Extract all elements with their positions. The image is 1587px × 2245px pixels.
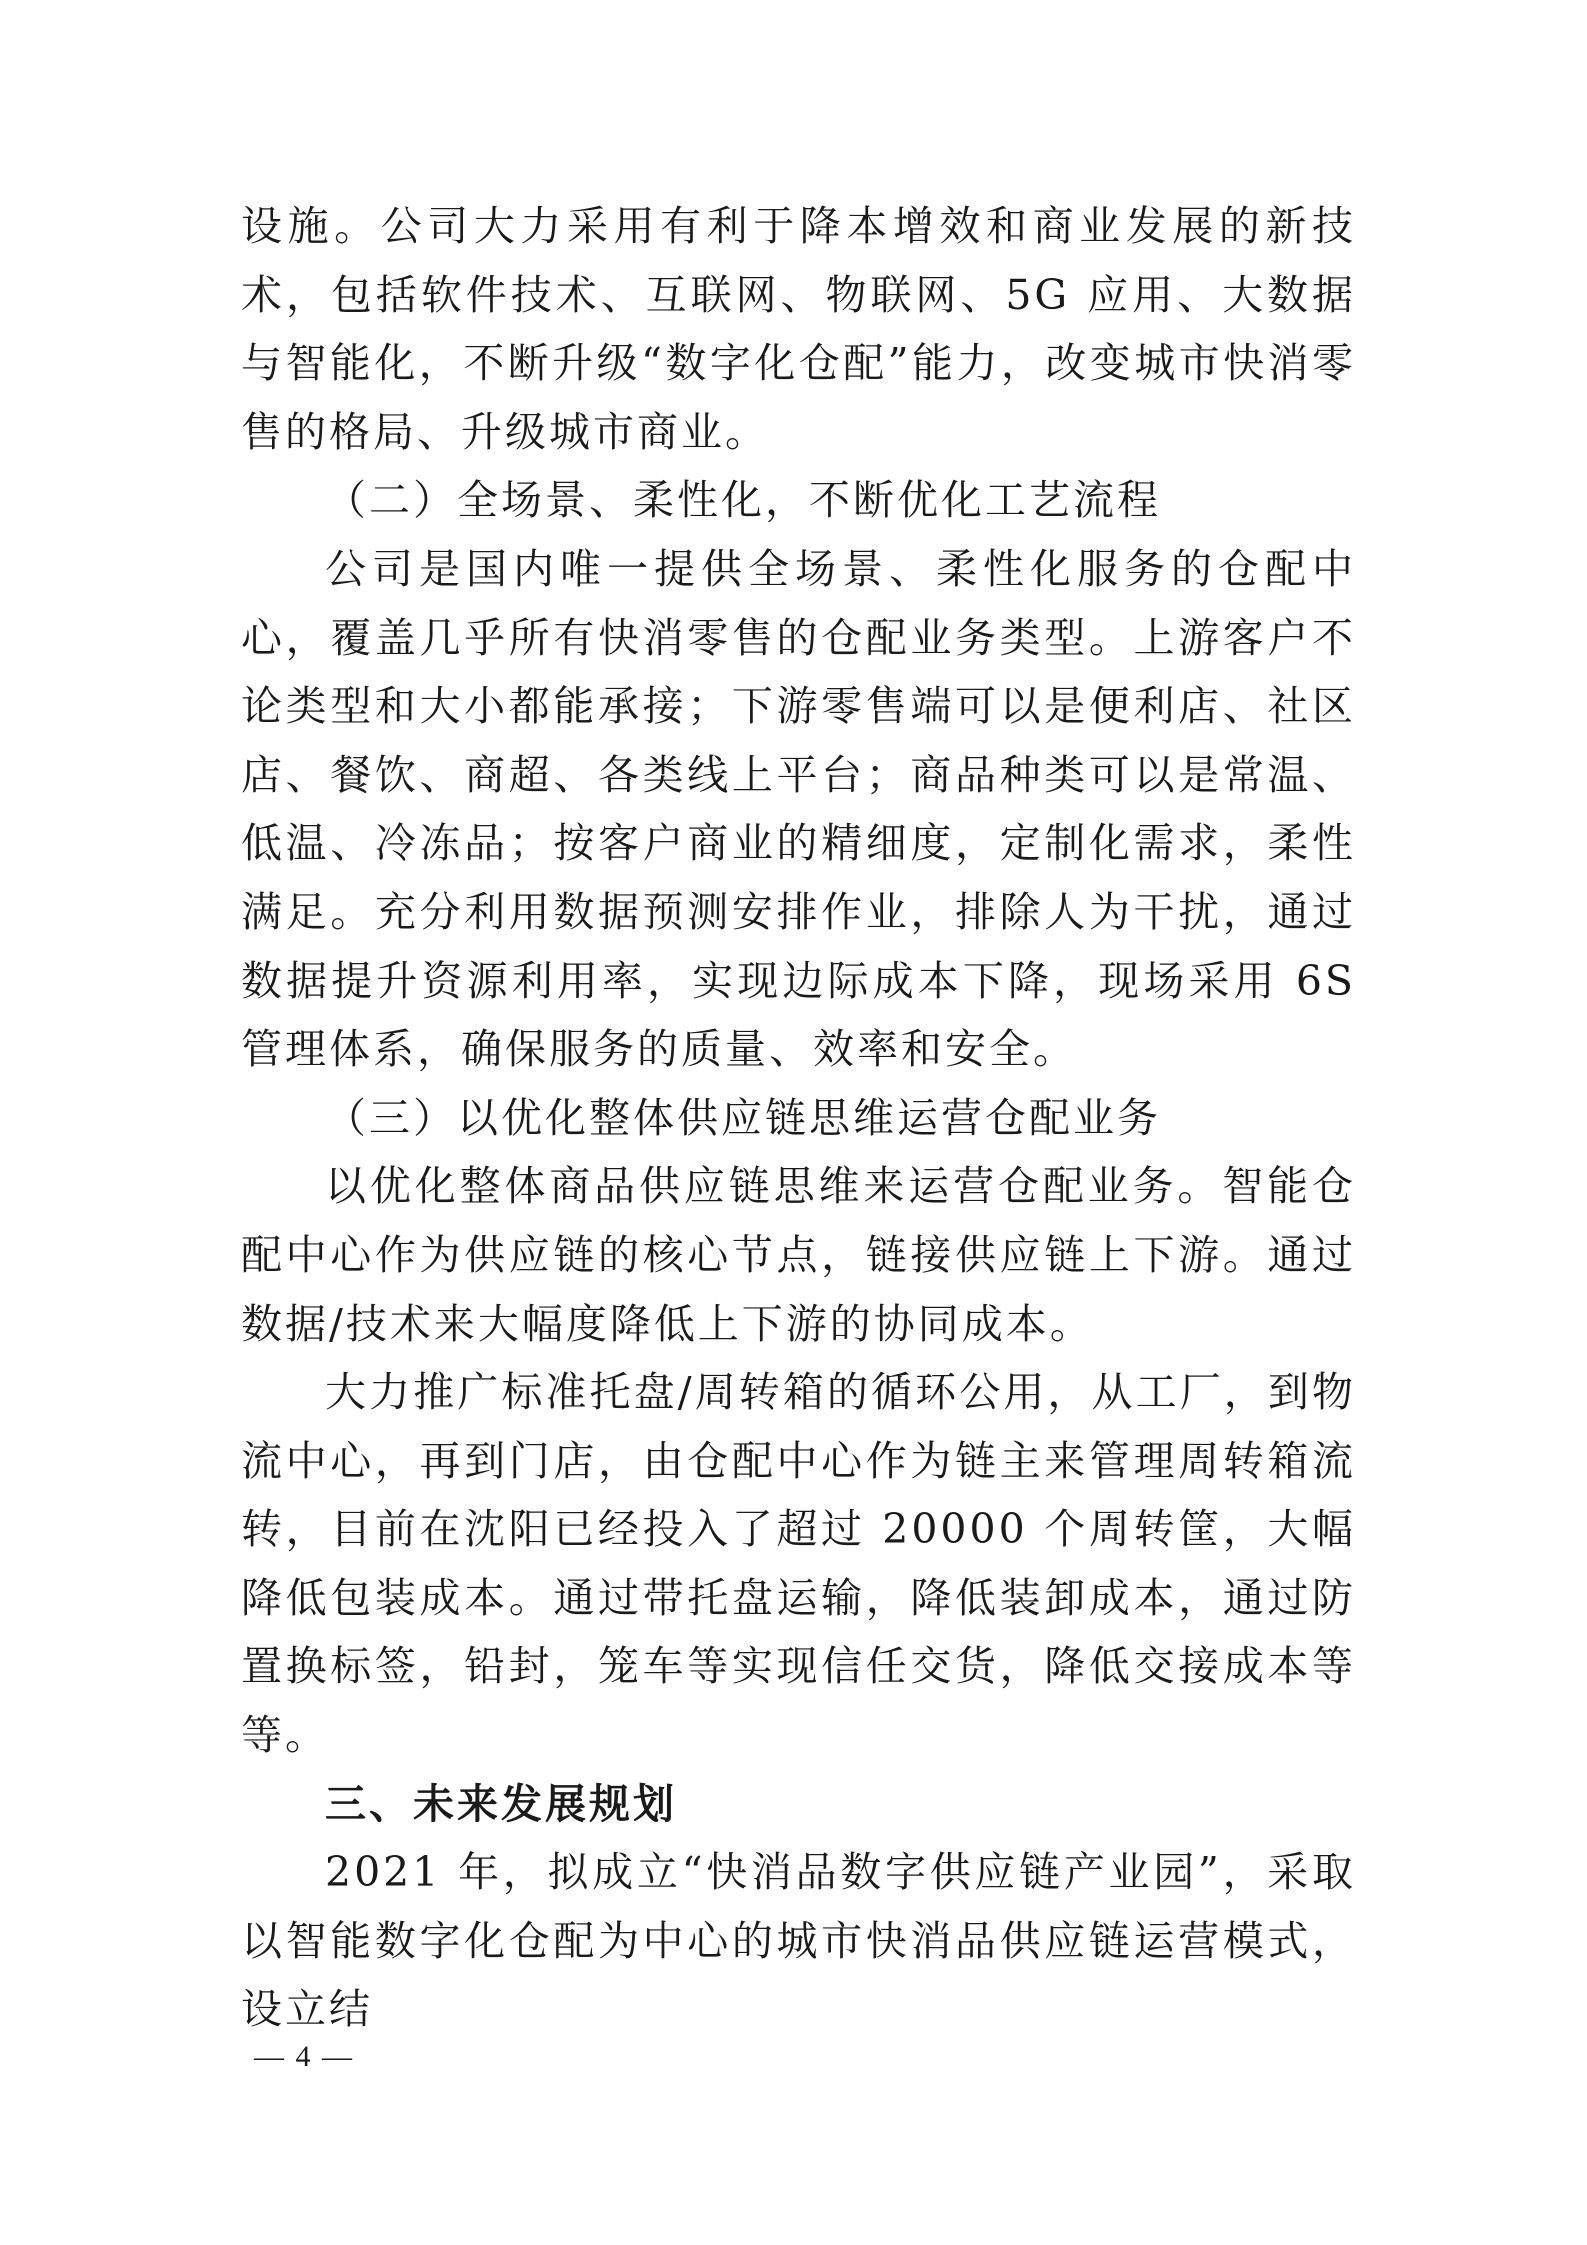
- page-number: — 4 —: [254, 2040, 354, 2073]
- paragraph-supply-chain: 以优化整体商品供应链思维来运营仓配业务。智能仓配中心作为供应链的核心节点，链接供应链上下游。通过数据/技术来大幅度降低上下游的协同成本。: [241, 1162, 1356, 1348]
- body-text: [241, 192, 1356, 2044]
- paragraph-continuation: 设施。公司大力采用有利于降本增效和商业发展的新技术，包括软件技术、互联网、物联网、5G 应用、大数据与智能化，不断升级“数字化仓配”能力，改变城市快消零售的格局、升级城市商业。: [241, 202, 1356, 456]
- section-heading-future: 三、未来发展规划: [325, 1779, 677, 1828]
- subheading-three: （三）以优化整体供应链思维运营仓配业务: [325, 1093, 1161, 1142]
- paragraph-full-scenario: 公司是国内唯一提供全场景、柔性化服务的仓配中心，覆盖几乎所有快消零售的仓配业务类型。上游客户不论类型和大小都能承接；下游零售端可以是便利店、社区店、餐饮、商超、各类线上平台；商品种类可以是常温、低温、冷冻品；按客户商业的精细度，定制化需求，柔性满足。充分利用数据预测安排作业，排除人为干扰，通过数据提升资源利用率，实现边际成本下降，现场采用 6S 管理体系，确保服务的质量、效率和安全。: [241, 544, 1356, 1074]
- subheading-two: （二）全场景、柔性化，不断优化工艺流程: [325, 476, 1161, 525]
- paragraph-pallets: 大力推广标准托盘/周转箱的循环公用，从工厂，到物流中心，再到门店，由仓配中心作为链主来管理周转箱流转，目前在沈阳已经投入了超过 20000 个周转筐，大幅降低包装成本。通过带托盘运输，降低装卸成本，通过防置换标签，铅封，笼车等实现信任交货，降低交接成本等等。: [241, 1368, 1356, 1760]
- paragraph-2021-plan: 2021 年，拟成立“快消品数字供应链产业园”，采取以智能数字化仓配为中心的城市快消品供应链运营模式，设立结: [241, 1848, 1356, 2034]
